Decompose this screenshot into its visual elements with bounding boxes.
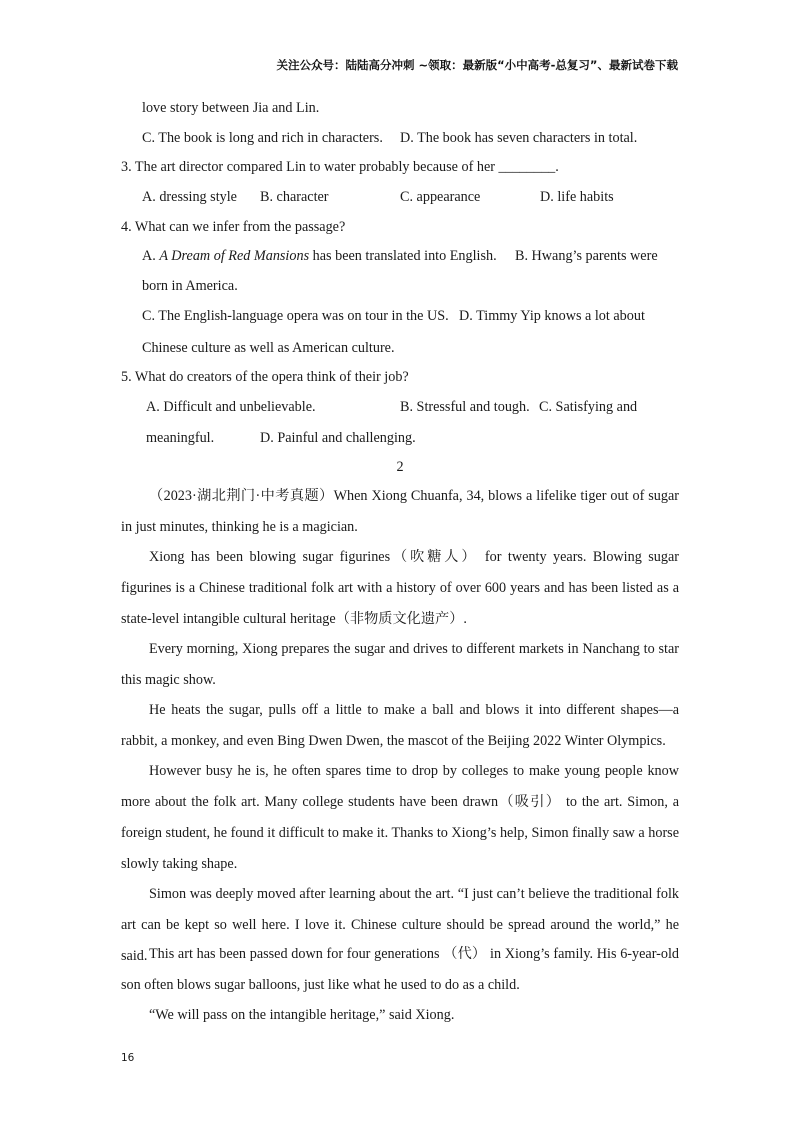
q2-option-d: D. The book has seven characters in total. <box>400 130 638 146</box>
q5-stem: 5. What do creators of the opera think of their job? <box>121 369 409 385</box>
q2-tail: love story between Jia and Lin. <box>142 100 320 116</box>
book-title: A Dream of Red Mansions <box>159 248 310 264</box>
q3-stem: 3. The art director compared Lin to water probably because of her ________. <box>121 159 559 175</box>
q3-option-b: B. character <box>260 189 329 205</box>
passage-paragraph: Simon was deeply moved after learning about the art. “I just can’t believe the traditional folk art can be kept so well here. I love it. Chinese culture should be spread around the world,” he said. <box>121 886 679 964</box>
passage-paragraph: Xiong has been blowing sugar figurines（吹糖人） for twenty years. Blowing sugar figurines is a Chinese traditional folk art with a history of over 600 years and has been listed as a state-level intangible cultural heritage（非物质文化遗产）. <box>121 549 679 627</box>
q4-option-a-rest: has been translated into English. <box>309 248 497 264</box>
q5-option-b: B. Stressful and tough. <box>400 399 530 415</box>
q3-option-c: C. appearance <box>400 189 481 205</box>
q4-option-b-cont: born in America. <box>142 278 238 294</box>
passage-paragraph: （2023·湖北荆门·中考真题）When Xiong Chuanfa, 34, blows a lifelike tiger out of sugar in just minutes, thinking he is a magician. <box>121 488 679 535</box>
passage-paragraph: This art has been passed down for four generations （代） in Xiong’s family. His 6-year-old son often blows sugar balloons, just like what he used to do as a child. <box>121 946 679 993</box>
q2-option-c: C. The book is long and rich in characters. <box>142 130 383 146</box>
passage-paragraph: He heats the sugar, pulls off a little to make a ball and blows it into different shapes—a rabbit, a monkey, and even Bing Dwen Dwen, the mascot of the Beijing 2022 Winter Olympics. <box>121 702 679 749</box>
q5-option-c-cont: meaningful. <box>146 430 215 446</box>
q5-option-c: C. Satisfying and <box>539 399 638 415</box>
q3-option-d: D. life habits <box>540 189 614 205</box>
passage-paragraph: However busy he is, he often spares time to drop by colleges to make young people know more about the folk art. Many college students have been drawn（吸引） to the art. Simon, a foreign student, he found it difficult to make it. Thanks to Xiong’s help, Simon finally saw a horse slowly taking shape. <box>121 763 679 872</box>
page-number: 16 <box>121 1052 135 1064</box>
q4-option-c: C. The English-language opera was on tour in the US. <box>142 308 449 324</box>
q4-option-a <box>142 247 497 265</box>
passage-paragraph: Every morning, Xiong prepares the sugar and drives to different markets in Nanchang to star this magic show. <box>121 641 679 688</box>
q4-option-d-cont: Chinese culture as well as American culture. <box>142 340 395 356</box>
passage-paragraph: “We will pass on the intangible heritage,” said Xiong. <box>149 1007 455 1023</box>
q4-option-d: D. Timmy Yip knows a lot about <box>459 308 645 324</box>
q5-option-d: D. Painful and challenging. <box>260 430 416 446</box>
q4-stem: 4. What can we infer from the passage? <box>121 219 346 235</box>
q4-option-a-prefix: A. <box>142 248 156 264</box>
q3-option-a: A. dressing style <box>142 189 237 205</box>
page-header: 关注公众号：陆陆高分冲刺 ~领取：最新版“小中高考-总复习”、最新试卷下载 <box>276 58 678 72</box>
q5-option-a: A. Difficult and unbelievable. <box>146 399 316 415</box>
section-number: 2 <box>396 459 404 475</box>
q4-option-b: B. Hwang’s parents were <box>515 248 658 264</box>
